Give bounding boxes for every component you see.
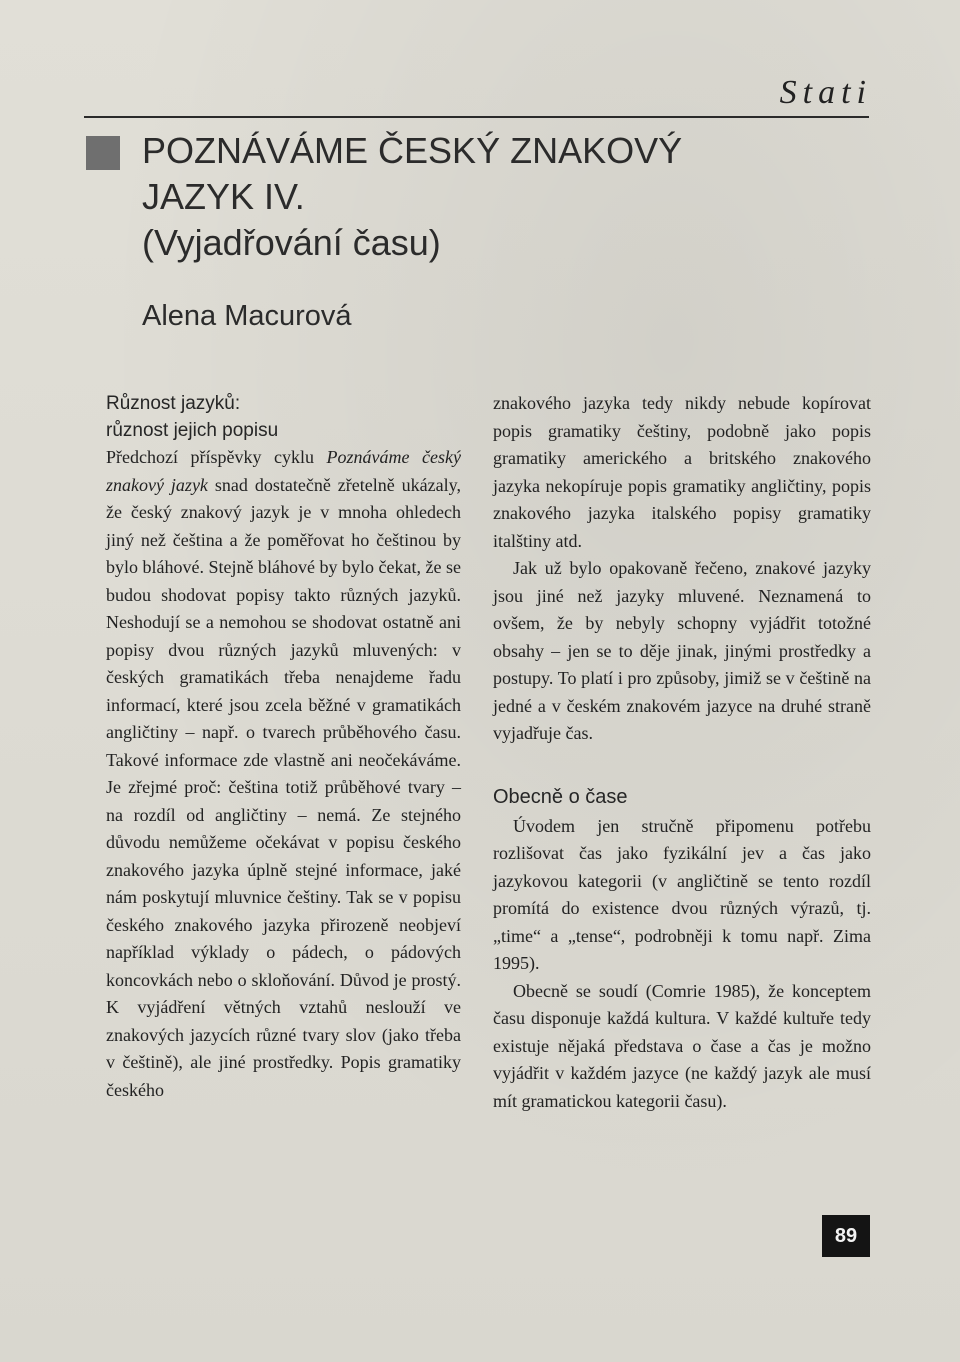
right-paragraph-3: Úvodem jen stručně připomenu potřebu rozlišovat čas jako fyzikální jev a čas jako jazykovou kategorii (v angličtině se tento rozdíl promítá do existence dvou různých výrazů, tj. „time“ a „tense“, podrobněji k tomu např. Zima 1995). [493,815,871,973]
left-p1-italic-title: Poznáváme český znakový jazyk [106,447,461,495]
header-rule [84,116,869,118]
left-subhead [106,390,461,444]
left-paragraph-1 [106,444,461,1104]
right-column [493,390,871,1115]
title-marker [86,136,120,170]
right-subhead: Obecně o čase [493,785,628,808]
article-title [142,128,842,266]
right-paragraph-2: Jak už bylo opakovaně řečeno, znakové jazyky jsou jiné než jazyky mluvené. Neznamená to ovšem, že by nebyly schopny vyjádřit totožné obsahy – jen se to děje jinak, jinými prostředky a postupy. To platí i pro způsoby, jimiž se v češtině na jedné a v českém znakovém jazyce na druhé straně vyjadřuje čas. [493,558,871,743]
left-subhead-line-1: Různost jazyků: [106,393,241,414]
title-line-3: (Vyjadřování času) [142,222,441,263]
left-p1-lead: Předchozí příspěvky cyklu [106,447,327,467]
author: Alena Macurová [142,300,352,332]
right-paragraph-4: Obecně se soudí (Comrie 1985), že konceptem času disponuje každá kultura. V každé kultuře tedy existuje nějaká představa o čase a čas je možno vyjádřit v každém jazyce (ne každý jazyk ale musí mít gramatickou kategorii času). [493,980,871,1111]
page-number: 89 [822,1215,870,1257]
title-line-1: POZNÁVÁME ČESKÝ ZNAKOVÝ [142,130,683,171]
title-line-2: JAZYK IV. [142,176,305,217]
left-p1-rest: snad dostatečně zřetelně ukázaly, že český znakový jazyk je v mnoha ohledech jiný než čeština a že poměřovat ho češtinou by bylo bláhové. Stejně bláhové by bylo čekat, že se budou shodovat popisy takto různých jazyků. Neshodují se a nemohou se shodovat ostatně ani popisy dvou různých jazyků mluvených: v českých gramatikách třeba nenajdeme řadu informací, které jsou zcela běžné v gramatikách angličtiny – např. o tvarech průběhového času. Takové informace zde vlastně ani neočekáváme. Je zřejmé proč: čeština totiž průběhové tvary – na rozdíl od angličtiny – nemá. Ze stejného důvodu nemůžeme očekávat v popisu českého znakového jazyka úplně stejné informace, jaké nám poskytují mluvnice češtiny. Tak se v popisu českého znakového jazyka přirozeně neobjeví například výklady o pádech, o pádových koncovkách nebo o skloňování. Důvod je prostý. K vyjádření větných vztahů neslouží ve znakových jazycích různé tvary slov (jako třeba v češtině), ale jiné prostředky. Popis gramatiky českého [106,474,461,1100]
right-paragraph-1: znakového jazyka tedy nikdy nebude kopírovat popis gramatiky češtiny, podobně jako popis gramatiky amerického a britského znakového jazyka nekopíruje popis gramatiky angličtiny, popis znakového jazyka italského popisy gramatiky italštiny atd. [493,393,871,551]
section-label: Stati [779,74,872,111]
left-subhead-line-2: různost jejich popisu [106,420,279,441]
left-column [106,390,461,1104]
